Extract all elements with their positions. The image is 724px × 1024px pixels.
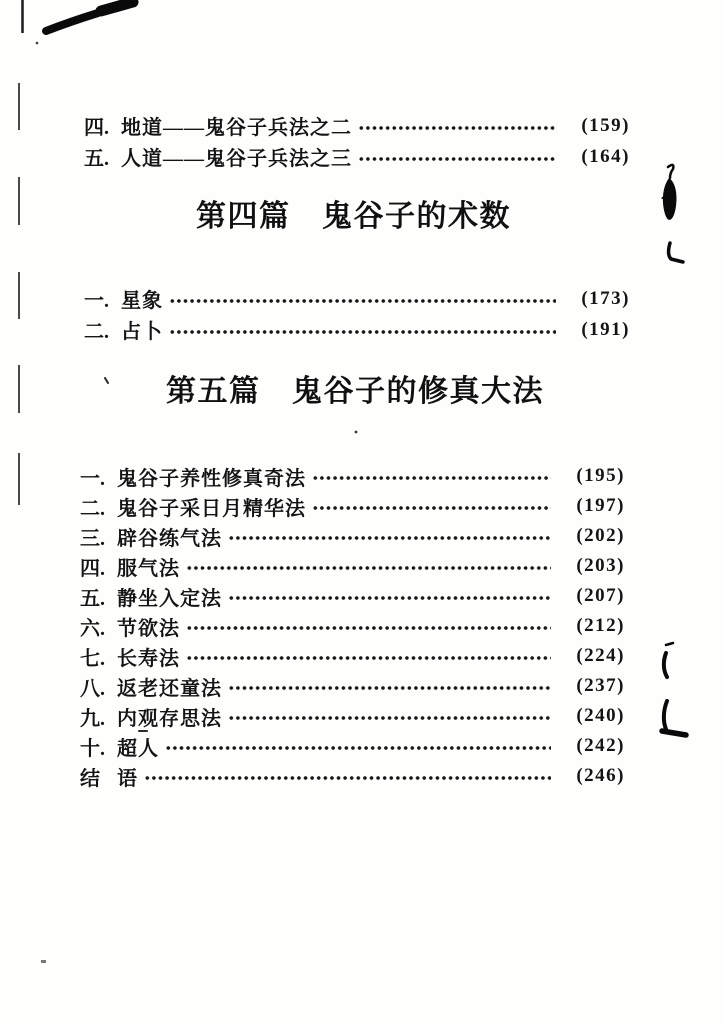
dot-leader xyxy=(169,329,556,335)
toc-entry-number: 四. xyxy=(84,117,109,139)
speck-bottom-left xyxy=(41,960,46,963)
toc-entry-page: (195) xyxy=(576,465,625,486)
toc-entry-title: 语 xyxy=(117,767,138,790)
toc-entry-title: 辟谷练气法 xyxy=(117,527,222,550)
toc-entry-title: 占卜 xyxy=(121,321,163,343)
toc-entry-title: 地道——鬼谷子兵法之二 xyxy=(121,117,352,139)
toc-entry-title: 静坐入定法 xyxy=(117,587,222,610)
toc-entry xyxy=(80,731,625,761)
dot-leader xyxy=(358,156,556,162)
toc-entry-number: 五. xyxy=(84,148,109,170)
toc-entry-title: 人道——鬼谷子兵法之三 xyxy=(121,148,352,170)
toc-entry-title: 超人 xyxy=(117,737,159,760)
toc-entry xyxy=(80,671,625,701)
toc-entry-title: 节欲法 xyxy=(117,617,180,640)
toc-entry-page: (173) xyxy=(581,287,630,309)
toc-entry xyxy=(80,611,625,641)
toc-entry-number: 四. xyxy=(80,557,105,580)
ink-mark-right-lower-L-foot xyxy=(662,731,686,735)
toc-entry-page: (224) xyxy=(576,645,625,666)
toc-entry-page: (203) xyxy=(576,555,625,576)
dot-leader xyxy=(312,505,551,511)
dot-leader xyxy=(228,715,551,721)
ink-smudge-diagonal xyxy=(46,13,98,31)
dot-leader xyxy=(186,655,551,661)
toc-entry-number: 二. xyxy=(80,497,105,520)
toc-entry-title: 返老还童法 xyxy=(117,677,222,700)
toc-entry xyxy=(84,314,630,345)
toc-entry xyxy=(80,581,625,611)
toc-section-part5 xyxy=(80,461,625,791)
toc-entry xyxy=(84,141,630,172)
toc-entry-number: 二. xyxy=(84,321,109,343)
toc-section-tail xyxy=(84,110,630,172)
toc-entry-page: (202) xyxy=(576,525,625,546)
toc-entry-title: 长寿法 xyxy=(117,647,180,670)
toc-entry-number: 一. xyxy=(84,290,109,312)
dot-leader xyxy=(186,625,551,631)
toc-entry-title: 星象 xyxy=(121,290,163,312)
toc-entry xyxy=(80,701,625,731)
toc-entry-number: 三. xyxy=(80,527,105,550)
dot-leader xyxy=(228,535,551,541)
toc-entry-title: 鬼谷子养性修真奇法 xyxy=(117,467,306,490)
toc-entry-page: (242) xyxy=(576,735,625,756)
toc-section-part4 xyxy=(84,283,630,345)
toc-entry-title: 服气法 xyxy=(117,557,180,580)
toc-entry xyxy=(80,521,625,551)
toc-entry-page: (212) xyxy=(576,615,625,636)
toc-entry xyxy=(84,283,630,314)
dot-leader xyxy=(228,685,551,691)
dot-leader xyxy=(228,595,551,601)
dot-leader xyxy=(186,565,551,571)
ink-mark-right-lower-tick xyxy=(666,643,673,645)
toc-entry xyxy=(80,641,625,671)
toc-entry-page: (191) xyxy=(581,318,630,340)
dot-leader xyxy=(165,745,551,751)
toc-entry xyxy=(80,761,625,791)
section-heading-part5: 第五篇 鬼谷子的修真大法 xyxy=(166,375,544,408)
toc-entry xyxy=(80,461,625,491)
ink-mark-right-upper-L xyxy=(669,243,683,262)
toc-entry-page: (207) xyxy=(576,585,625,606)
section-heading-part4: 第四篇 鬼谷子的术数 xyxy=(196,200,511,233)
toc-entry-number: 结 xyxy=(80,767,100,790)
dot-leader xyxy=(358,125,556,131)
toc-entry-title: 内观存思法 xyxy=(117,707,222,730)
toc-entry-page: (164) xyxy=(581,145,630,167)
toc-entry-page: (159) xyxy=(581,114,630,136)
toc-entry-title: 鬼谷子采日月精华法 xyxy=(117,497,306,520)
ink-mark-right-lower-curve xyxy=(664,653,667,677)
dot-leader xyxy=(144,775,551,781)
toc-entry-number: 十. xyxy=(80,737,105,760)
toc-entry-number: 一. xyxy=(80,467,105,490)
ink-blob-right-upper-hook xyxy=(668,165,673,178)
toc-entry-number: 五. xyxy=(80,587,105,610)
toc-entry-number: 七. xyxy=(80,647,105,670)
toc-entry-number: 九. xyxy=(80,707,105,730)
toc-entry xyxy=(80,491,625,521)
toc-entry xyxy=(80,551,625,581)
dot-leader xyxy=(169,298,556,304)
toc-entry-number: 八. xyxy=(80,677,105,700)
dot-leader xyxy=(312,475,551,481)
speck-top-left xyxy=(36,42,39,45)
toc-entry-page: (237) xyxy=(576,675,625,696)
speck-mid xyxy=(355,431,358,434)
toc-entry-page: (240) xyxy=(576,705,625,726)
speck-apostrophe xyxy=(105,378,108,383)
ink-blob-right-upper xyxy=(661,178,677,220)
ink-mark-right-lower-L xyxy=(664,701,667,729)
toc-entry-number: 六. xyxy=(80,617,105,640)
toc-entry-page: (197) xyxy=(576,495,625,516)
toc-entry-page: (246) xyxy=(576,765,625,786)
toc-entry xyxy=(84,110,630,141)
ink-smudge-diagonal-2 xyxy=(101,2,133,11)
